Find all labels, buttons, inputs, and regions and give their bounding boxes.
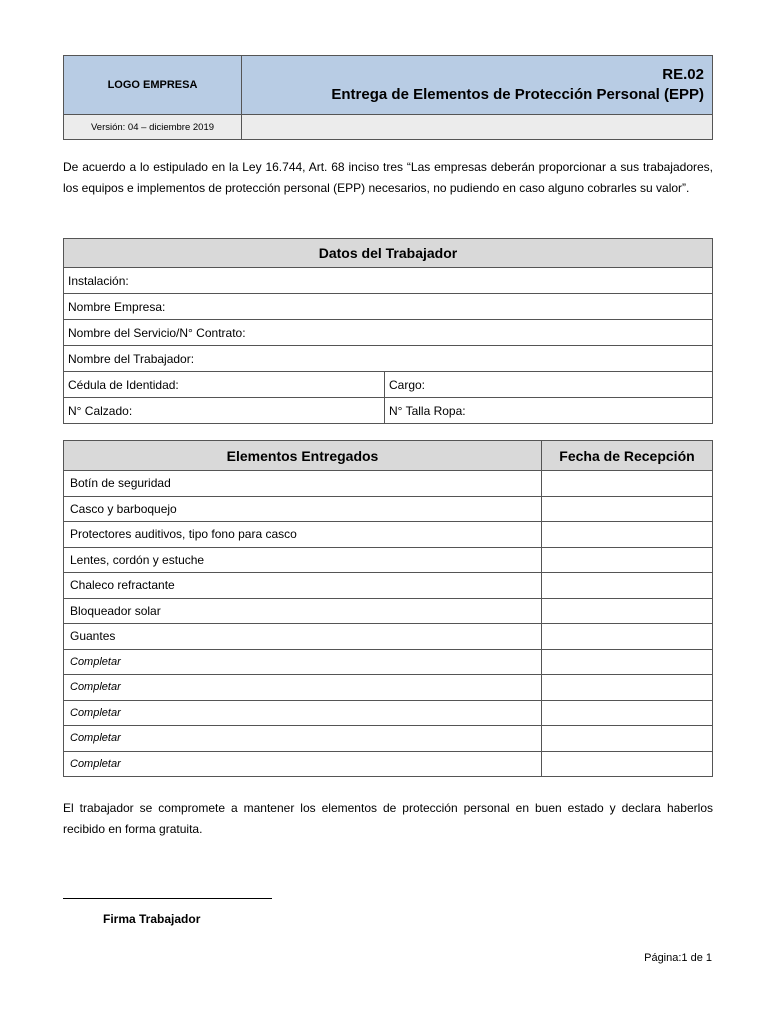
table-row: [64, 573, 713, 599]
signature-label: Firma Trabajador: [103, 912, 201, 926]
table-row: [64, 675, 713, 701]
date-cell[interactable]: [542, 675, 713, 701]
table-row: [64, 547, 713, 573]
field-company-name[interactable]: Nombre Empresa:: [64, 294, 713, 320]
field-worker-name[interactable]: Nombre del Trabajador:: [64, 346, 713, 372]
delivered-items-table: [63, 440, 713, 777]
company-logo-placeholder: LOGO EMPRESA: [64, 56, 242, 115]
signature-line[interactable]: [63, 898, 272, 899]
date-cell[interactable]: [542, 624, 713, 650]
item-placeholder[interactable]: Completar: [64, 675, 542, 701]
date-cell[interactable]: [542, 547, 713, 573]
commitment-paragraph: El trabajador se compromete a mantener los elementos de protección personal en buen estado y declara haberlos recibido en forma gratuita.: [63, 801, 713, 836]
document-title: Entrega de Elementos de Protección Personal (EPP): [331, 86, 704, 103]
item-label: Lentes, cordón y estuche: [64, 547, 542, 573]
date-column-header: Fecha de Recepción: [542, 441, 713, 471]
date-cell[interactable]: [542, 496, 713, 522]
table-row: [64, 598, 713, 624]
item-label: Guantes: [64, 624, 542, 650]
date-cell[interactable]: [542, 726, 713, 752]
items-column-header: Elementos Entregados: [64, 441, 542, 471]
item-label: Protectores auditivos, tipo fono para casco: [64, 522, 542, 548]
field-clothing-size[interactable]: N° Talla Ropa:: [385, 398, 713, 424]
date-cell[interactable]: [542, 649, 713, 675]
item-placeholder[interactable]: Completar: [64, 649, 542, 675]
document-title-cell: [242, 56, 713, 115]
date-cell[interactable]: [542, 598, 713, 624]
field-id-number[interactable]: Cédula de Identidad:: [64, 372, 385, 398]
date-cell[interactable]: [542, 751, 713, 777]
field-service-contract[interactable]: Nombre del Servicio/N° Contrato:: [64, 320, 713, 346]
table-row: [64, 471, 713, 497]
date-cell[interactable]: [542, 471, 713, 497]
document-version: Versión: 04 – diciembre 2019: [64, 115, 242, 140]
intro-paragraph: De acuerdo a lo estipulado en la Ley 16.744, Art. 68 inciso tres “Las empresas deberán proporcionar a sus trabajadores, los equipos e implementos de protección personal (EPP) necesarios, no pudiendo en caso alguno cobrarles su valor”.: [63, 160, 713, 195]
date-cell[interactable]: [542, 573, 713, 599]
table-row: [64, 522, 713, 548]
table-row: [64, 751, 713, 777]
item-placeholder[interactable]: Completar: [64, 751, 542, 777]
document-header: [63, 55, 713, 140]
field-shoe-size[interactable]: N° Calzado:: [64, 398, 385, 424]
item-placeholder[interactable]: Completar: [64, 726, 542, 752]
table-row: [64, 624, 713, 650]
date-cell[interactable]: [542, 700, 713, 726]
item-label: Chaleco refractante: [64, 573, 542, 599]
table-row: [64, 649, 713, 675]
item-label: Bloqueador solar: [64, 598, 542, 624]
item-label: Botín de seguridad: [64, 471, 542, 497]
header-blank-cell: [242, 115, 713, 140]
worker-data-table: [63, 238, 713, 424]
item-label: Casco y barboquejo: [64, 496, 542, 522]
table-row: [64, 726, 713, 752]
document-code: RE.02: [662, 66, 704, 83]
table-row: [64, 700, 713, 726]
page-number: Página:1 de 1: [644, 952, 712, 964]
item-placeholder[interactable]: Completar: [64, 700, 542, 726]
worker-data-heading: Datos del Trabajador: [64, 239, 713, 268]
date-cell[interactable]: [542, 522, 713, 548]
field-position[interactable]: Cargo:: [385, 372, 713, 398]
field-installation[interactable]: Instalación:: [64, 268, 713, 294]
table-row: [64, 496, 713, 522]
